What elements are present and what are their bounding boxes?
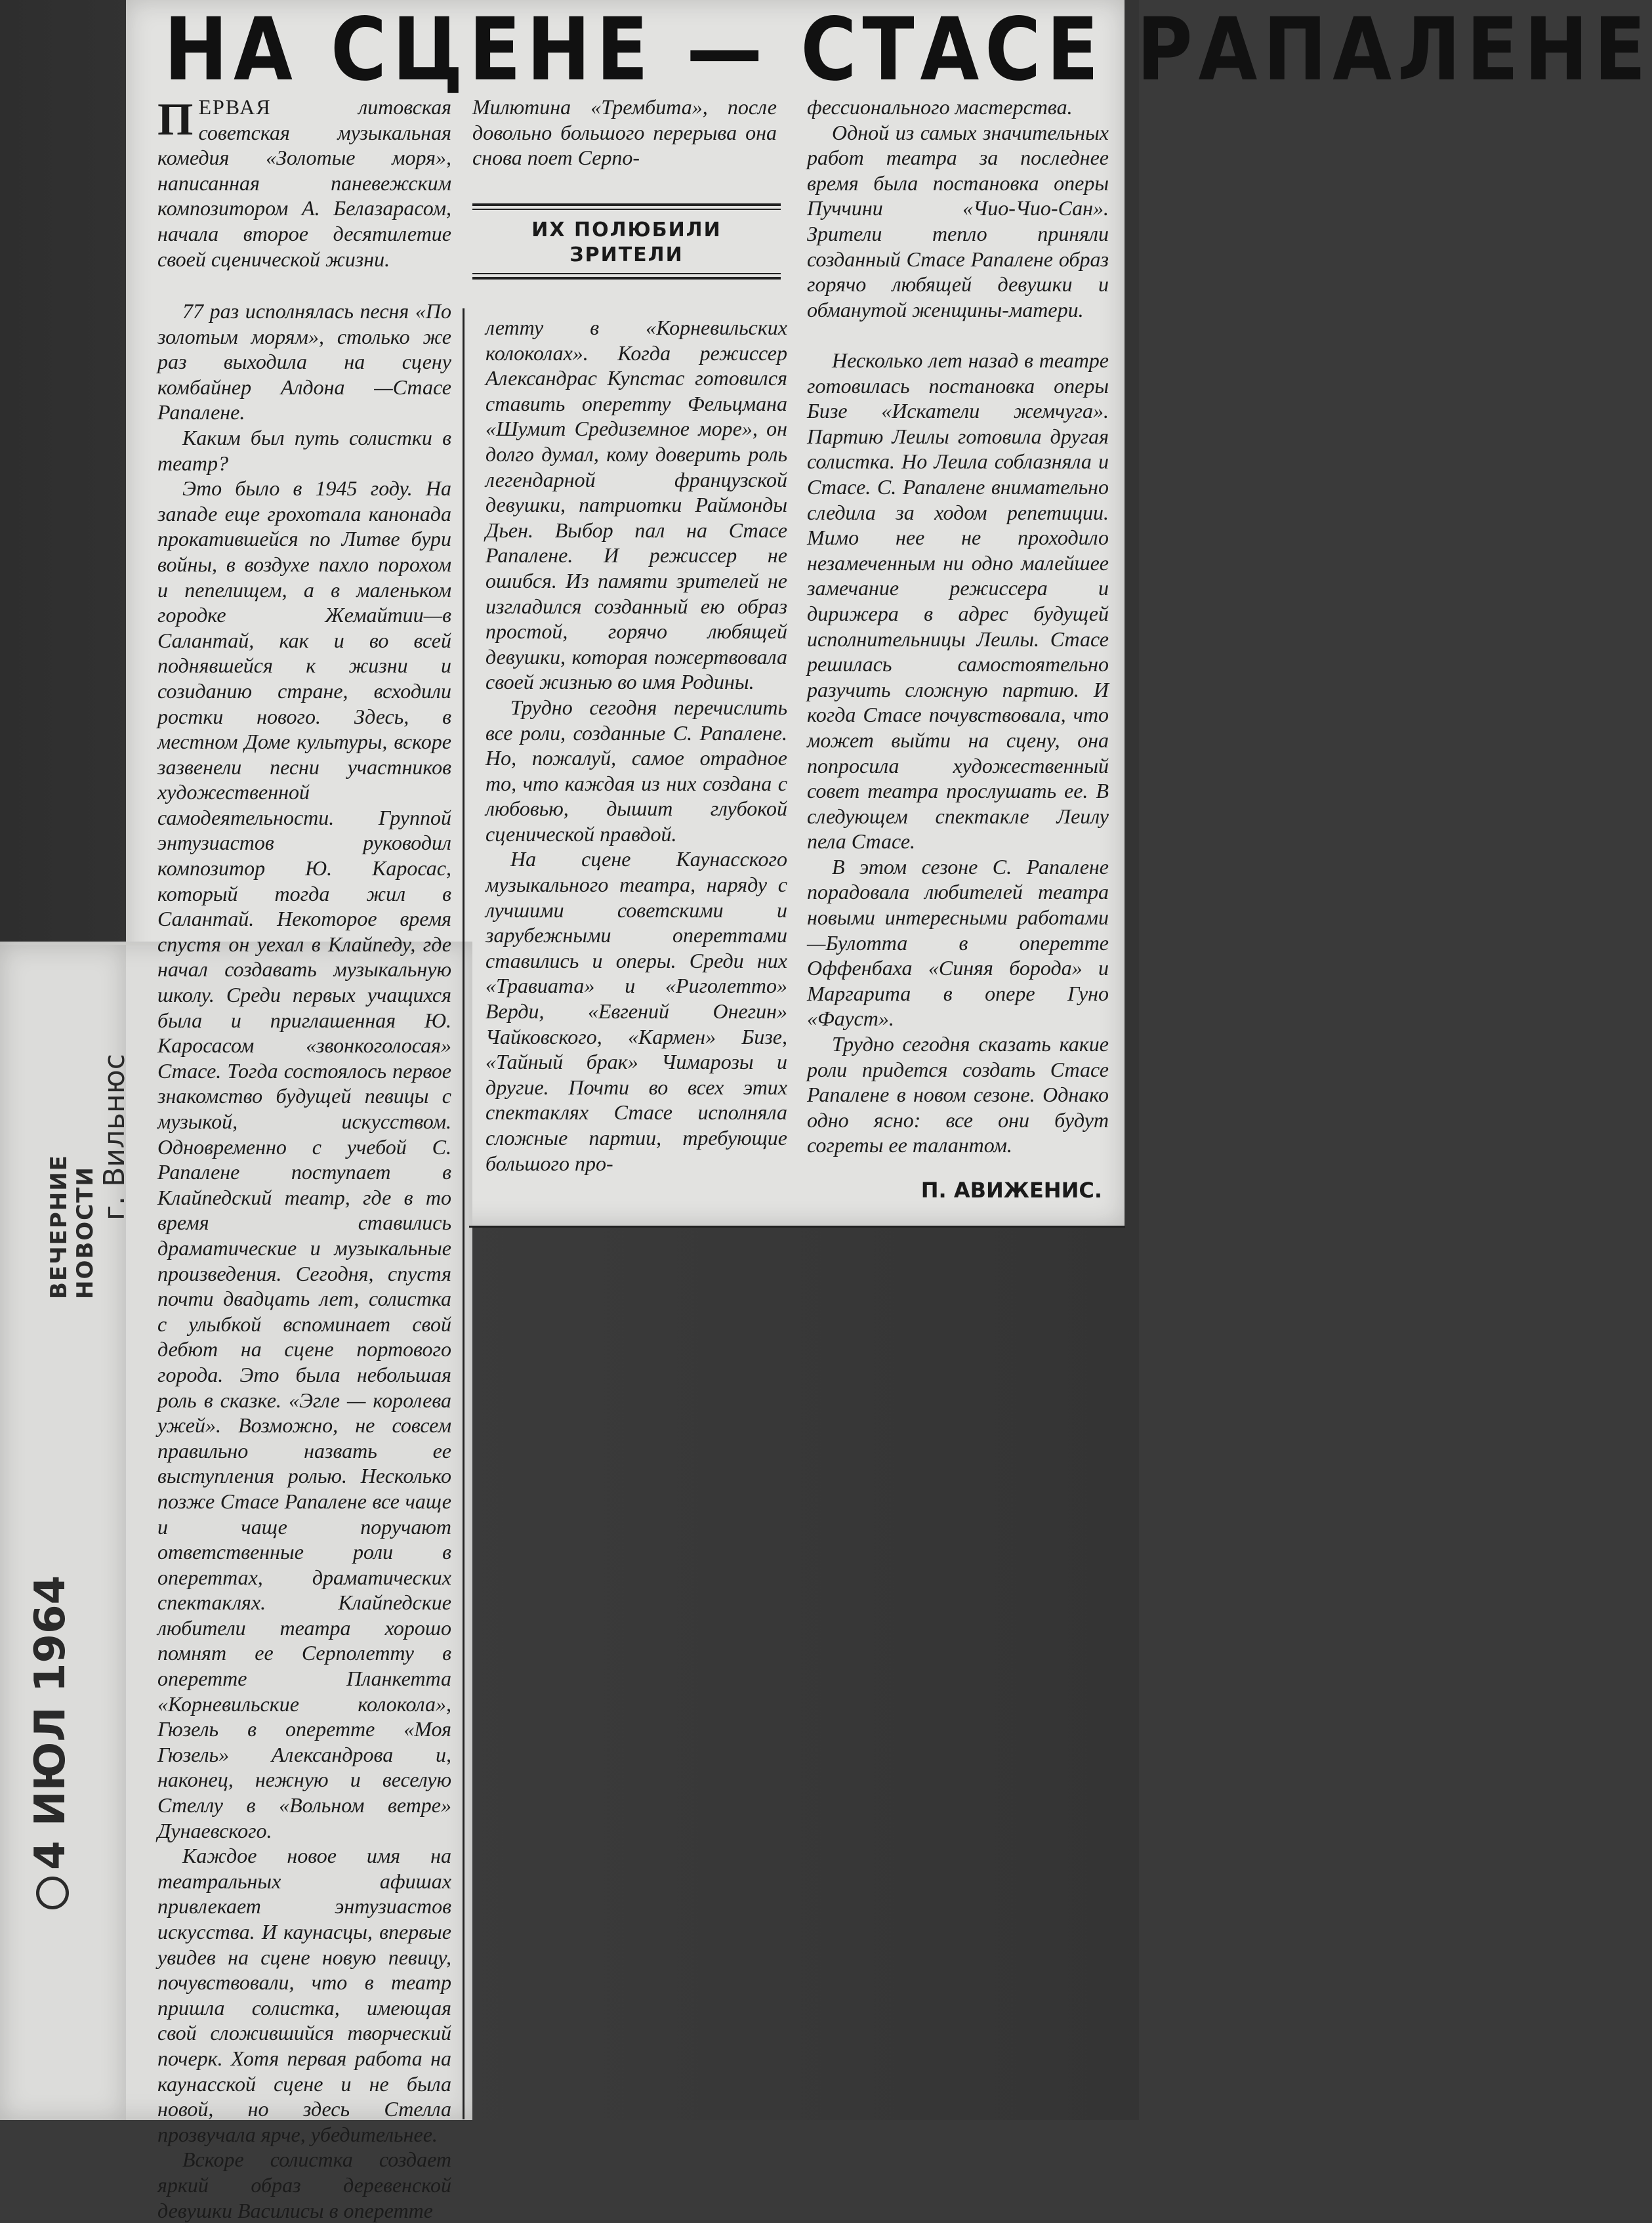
column-3-body xyxy=(807,348,1109,1158)
paragraph: Одной из самых значительных работ театра за последнее время была постановка оперы Пуччини «Чио-Чио-Сан». Зрители тепло приняли созданный Стасе Рапалене образ горячо любящей девушки и обманутой женщины-матери. xyxy=(807,120,1109,322)
paragraph: летту в «Корневильских колоколах». Когда режиссер Александрас Купстас готовился ставить оперетту Фельцмана «Шумит Средиземное море», он долго думал, кому доверить роль легендарной французской девушки, патриотки Раймонды Дьен. Выбор пал на Стасе Рапалене. И режиссер не ошибся. Из памяти зрителей не изгладился созданный ею образ простой, горячо любящей девушки, которая пожертвовала своей жизнью во имя Родины. xyxy=(485,316,787,694)
column-2-top xyxy=(472,94,777,171)
lead-paragraph xyxy=(157,94,451,272)
column-3-top xyxy=(807,94,1109,322)
rubric-title: ИХ ПОЛЮБИЛИ ЗРИТЕЛИ xyxy=(531,218,722,266)
rubric-rule-bottom xyxy=(472,277,781,280)
rubric-rule-top-thin xyxy=(472,209,781,210)
lead-caps: ЕРВАЯ xyxy=(198,95,272,119)
paragraph: Это было в 1945 году. На западе еще грохотала канонада прокатившейся по Литве бури войны, в воздухе пахло порохом и пепелищем, а в маленьком городке Жемайтии—в Салантай, как и во всей поднявшейся к жизни и созиданию стране, всходили ростки нового. Здесь, в местном Доме культуры, вскоре зазвенели песни участников художественной самодеятельности. Группой энтузиастов руководил композитор Ю. Каросас, который тогда жил в Салантай. Некоторое время спустя он уехал в Клайпеду, где начал создавать музыкальную школу. Среди первых учащихся была и приглашенная Ю. Каросасом «звонкоголосая» Стасе. Тогда состоялось первое знакомство будущей певицы с музыкой, искусством. Одновременно с учебой С. Рапалене поступает в Клайпедский театр, где в то время ставились драматические и музыкальные произведения. Сегодня, спустя почти двадцать лет, солистка с улыбкой вспоминает свой дебют на сцене портового города. Это была небольшая роль в сказке. «Эгле — королева ужей». Возможно, не совсем правильно назвать ее выступления ролью. Несколько позже Стасе Рапалене все чаще и чаще поручают ответственные роли в опереттах, драматических спектаклях. Клайпедские любители театра хорошо помнят ее Серполетту в оперетте Планкетта «Корневильские колокола», Гюзель в оперетте «Моя Гюзель» Александрова и, наконец, нежную и веселую Стеллу в «Вольном ветре» Дунаевского. xyxy=(157,476,451,1842)
column-2-body xyxy=(485,315,787,1176)
rubric-heading xyxy=(472,203,781,282)
stamp-circle-icon xyxy=(36,1877,69,1909)
column-divider xyxy=(463,308,465,2119)
stamp-city: г. Вильнюс xyxy=(98,1054,131,1220)
paragraph: На сцене Каунасского музыкального театра, наряду с лучшими советскими и зарубежными опереттами ставились и оперы. Среди них «Травиата» и «Риголетто» Верди, «Евгений Онегин» Чайковского, «Кармен» Бизе, «Тайный брак» Чимарозы и другие. Почти во всех этих спектаклях Стасе исполняла сложные партии, требующие большого про- xyxy=(485,847,787,1175)
archive-date-stamp xyxy=(26,1575,79,1909)
paragraph: фессионального мастерства. xyxy=(807,95,1073,119)
paragraph: Каждое новое имя на театральных афишах привлекает энтузиастов искусства. И каунасцы, впервые увидев на сцене новую певицу, почувствовали, что в театр пришла солистка, имеющая свой сложившийся творческий почерк. Хотя первая работа на каунасской сцене и не была новой, но здесь Стелла прозвучала ярче, убедительнее. xyxy=(157,1844,451,2146)
author-byline: П. АВИЖЕНИС. xyxy=(920,1178,1102,1203)
paragraph: Вскоре солистка создает яркий образ деревенской девушки Василисы в оперетте xyxy=(157,2148,451,2222)
paragraph: 77 раз исполнялась песня «По золотым морям», столько же раз выходила на сцену комбайнер Алдона —Стасе Рапалене. xyxy=(157,299,451,425)
article-headline: НА СЦЕНЕ — СТАСЕ РАПАЛЕНЕ xyxy=(164,0,1652,100)
paragraph: Трудно сегодня сказать какие роли придется создать Стасе Рапалене в новом сезоне. Однако одно ясно: все они будут согреты ее талантом. xyxy=(807,1032,1109,1157)
column-1-body xyxy=(157,299,451,2223)
paragraph: Трудно сегодня перечислить все роли, созданные С. Рапалене. Но, пожалуй, самое отрадное то, что каждая из них создана с любовью, дышит глубокой сценической правдой. xyxy=(485,695,787,846)
clipping-bottom-edge xyxy=(469,1226,1125,1228)
stamp-date-text: 4 ИЮЛ 1964 xyxy=(26,1575,75,1870)
rubric-rule-bottom-thin xyxy=(472,273,781,274)
stamp-publication: ВЕЧЕРНИЕ НОВОСТИ xyxy=(46,1154,98,1299)
lead-text: литовская советская музыкальная комедия «Золотые моря», написанная паневежским композитором А. Белазарасом, начала второе десятилетие своей сценической жизни. xyxy=(157,95,451,271)
rubric-rule-top xyxy=(472,203,781,206)
column-1-intro xyxy=(157,94,451,272)
paragraph: Каким был путь солистки в театр? xyxy=(157,425,451,475)
archive-source-stamp xyxy=(46,1024,131,1299)
paragraph: В этом сезоне С. Рапалене порадовала любителей театра новыми интересными работами—Булотта в оперетте Оффенбаха «Синяя борода» и Маргарита в опере Гуно «Фауст». xyxy=(807,854,1109,1031)
paragraph: Милютина «Трембита», после довольно большого перерыва она снова поет Серпо- xyxy=(472,95,777,170)
paragraph: Несколько лет назад в театре готовилась постановка оперы Бизе «Искатели жемчуга». Партию Леилы готовила другая солистка. Но Леила соблазняла и Стасе. С. Рапалене внимательно следила за ходом репетиции. Мимо нее не проходило незамеченным ни одно малейшее замечание режиссера и дирижера в адрес будущей исполнительницы Леилы. Стасе решилась самостоятельно разучить сложную партию. И когда Стасе почувствовала, что может выйти на сцену, она попросила художественный совет театра прослушать ее. В следующем спектакле Леилу пела Стасе. xyxy=(807,348,1109,854)
drop-cap: П xyxy=(157,94,194,145)
